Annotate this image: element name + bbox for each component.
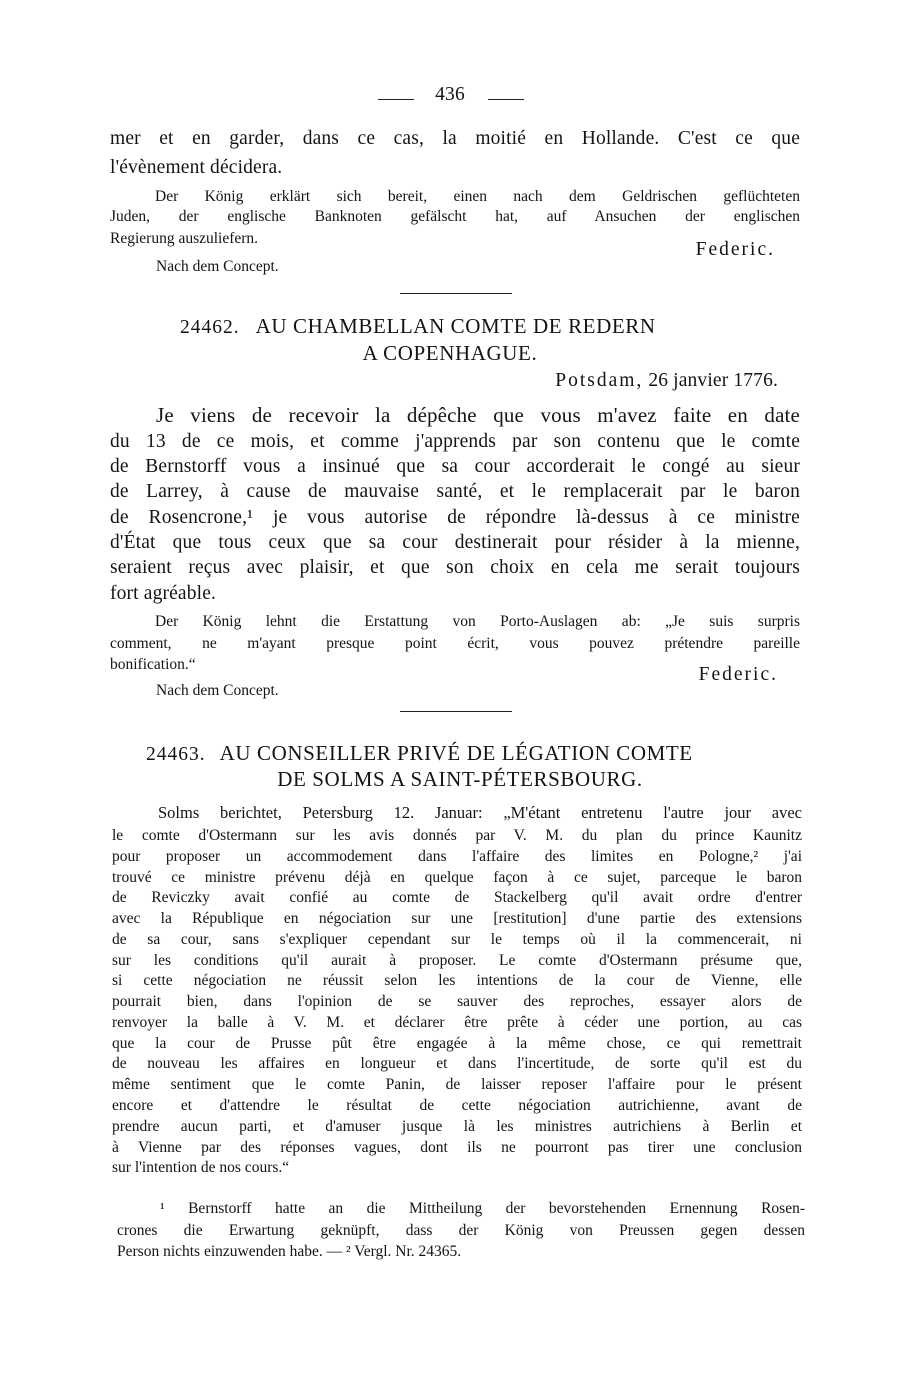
report-line: même sentiment que le comte Panin, de laisser reposer l'affaire pour le présent bbox=[112, 1076, 802, 1093]
date: 26 janvier 1776. bbox=[648, 370, 778, 391]
place-date bbox=[430, 370, 778, 392]
report-line: que la cour de Prusse pût être engagée à la même chose, ce qui remettrait bbox=[112, 1035, 802, 1052]
header-rule-right bbox=[488, 99, 524, 100]
report-line: encore et d'attendre le résultat de cette négociation autrichienne, avant de bbox=[112, 1097, 802, 1114]
report-line: de Reviczky avait confié au comte de Stackelberg qu'il avait ordre d'entrer bbox=[112, 889, 802, 906]
summary-line: bonification.“ bbox=[110, 656, 196, 673]
section-divider bbox=[400, 293, 512, 294]
letter-number: 24462. bbox=[180, 317, 240, 338]
summary-line: Der König erklärt sich bereit, einen nach dem Geldrischen geflüchteten bbox=[155, 188, 800, 205]
body-line: l'évènement décidera. bbox=[110, 157, 283, 178]
source-note: Nach dem Concept. bbox=[156, 682, 279, 699]
summary-line: Regierung auszuliefern. bbox=[110, 230, 259, 247]
summary-line: Juden, der englische Banknoten gefälscht hat, auf Ansuchen der englischen bbox=[110, 208, 800, 225]
report-line: renvoyer la balle à V. M. et déclarer être prête à céder une portion, au cas bbox=[112, 1014, 802, 1031]
letter-heading bbox=[180, 314, 656, 339]
report-line: Solms berichtet, Petersburg 12. Januar: „M'étant entretenu l'autre jour avec bbox=[158, 803, 802, 822]
body-line: Je viens de recevoir la dépêche que vous m'avez faite en date bbox=[156, 403, 800, 427]
report-line: sur l'intention de nos cours.“ bbox=[112, 1159, 290, 1176]
signature: Federic. bbox=[695, 239, 775, 260]
report-line: trouvé ce ministre prévenu déjà en quelque façon à ce sujet, parceque le baron bbox=[112, 869, 802, 886]
report-line: de sa cour, sans s'expliquer cependant sur le temps où il la commencerait, ni bbox=[112, 931, 802, 948]
page-number: 436 bbox=[435, 84, 465, 105]
footnote-line: ¹ Bernstorff hatte an die Mittheilung der bevorstehenden Ernennung Rosen- bbox=[160, 1200, 805, 1217]
letter-title: AU CONSEILLER PRIVÉ DE LÉGATION COMTE bbox=[219, 741, 693, 765]
body-line: mer et en garder, dans ce cas, la moitié en Hollande. C'est ce que bbox=[110, 128, 800, 149]
body-line: d'État que tous ceux que sa cour destinerait pour résider à la mienne, bbox=[110, 532, 800, 553]
report-line: le comte d'Ostermann sur les avis donnés par V. M. du plan du prince Kaunitz bbox=[112, 827, 802, 844]
summary-line: comment, ne m'ayant presque point écrit, vous pouvez prétendre pareille bbox=[110, 635, 800, 652]
report-line: pourrait bien, dans l'opinion de se sauver des reproches, essayer alors de bbox=[112, 993, 802, 1010]
report-line: prendre aucun parti, et d'amuser jusque là les ministres autrichiens à Berlin et bbox=[112, 1118, 802, 1135]
source-note: Nach dem Concept. bbox=[156, 258, 279, 275]
report-line: de nouveau les affaires en longueur et dans l'incertitude, de sorte qu'il est du bbox=[112, 1055, 802, 1072]
report-line: avec la République en négociation sur une [restitution] d'une partie des extensions bbox=[112, 910, 802, 927]
header-rule-left bbox=[378, 99, 414, 100]
section-divider bbox=[400, 711, 512, 712]
report-line: sur les conditions qu'il aurait à proposer. Le comte d'Ostermann présume que, bbox=[112, 952, 802, 969]
summary-line: Der König lehnt die Erstattung von Porto-Auslagen ab: „Je suis surpris bbox=[155, 613, 800, 630]
report-line: pour proposer un accommodement dans l'affaire des limites en Pologne,² j'ai bbox=[112, 848, 802, 865]
body-line: de Bernstorff vous a insinué que sa cour accorderait le congé au sieur bbox=[110, 456, 800, 477]
body-line: de Larrey, à cause de mauvaise santé, et le remplacerait par le baron bbox=[110, 481, 800, 502]
body-line: seraient reçus avec plaisir, et que son choix en cela me serait toujours bbox=[110, 557, 800, 578]
report-line: à Vienne par des réponses vagues, dont ils ne pourront pas tirer une conclusion bbox=[112, 1139, 802, 1156]
body-line: fort agréable. bbox=[110, 583, 217, 604]
report-line: si cette négociation ne réussit selon les intentions de la cour de Vienne, elle bbox=[112, 972, 802, 989]
footnote-line: Person nichts einzuwenden habe. — ² Vergl. Nr. 24365. bbox=[117, 1243, 462, 1260]
letter-title-line2: A COPENHAGUE. bbox=[362, 341, 538, 365]
letter-heading bbox=[146, 741, 693, 766]
letter-title: AU CHAMBELLAN COMTE DE REDERN bbox=[255, 314, 656, 338]
body-line: de Rosencrone,¹ je vous autorise de répondre là-dessus à ce ministre bbox=[110, 507, 800, 528]
body-line: du 13 de ce mois, et comme j'apprends par son contenu que le comte bbox=[110, 431, 800, 452]
footnote-line: crones die Erwartung geknüpft, dass der König von Preussen gegen dessen bbox=[117, 1222, 805, 1239]
letter-number: 24463. bbox=[146, 744, 206, 765]
signature: Federic. bbox=[698, 664, 778, 685]
letter-title-line2: DE SOLMS A SAINT-PÉTERSBOURG. bbox=[277, 767, 643, 791]
place: Potsdam, bbox=[555, 370, 644, 391]
